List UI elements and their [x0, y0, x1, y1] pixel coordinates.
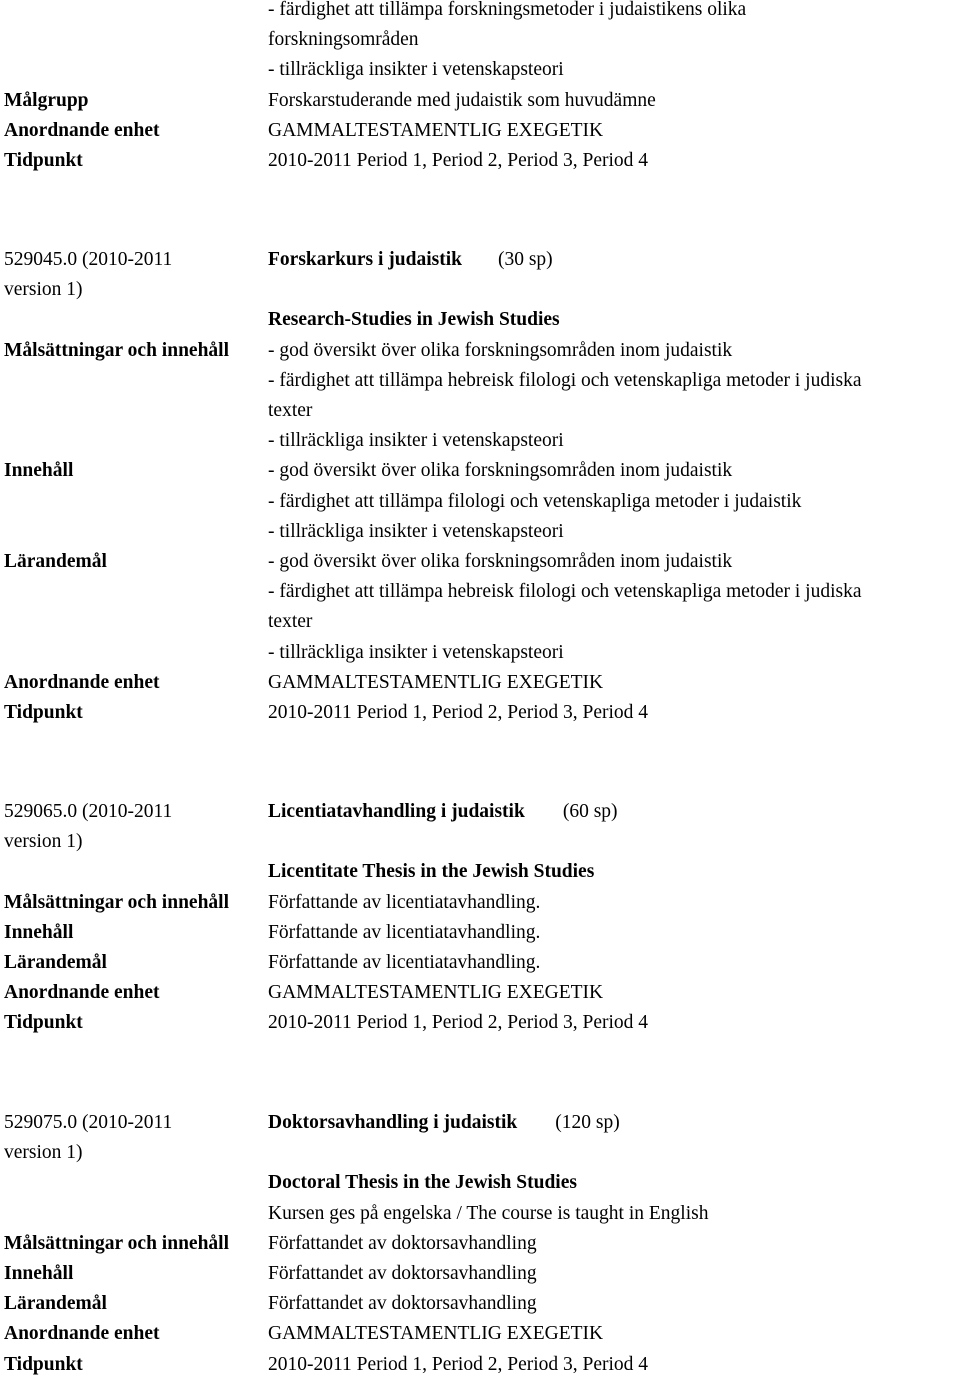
previous-course-tail [0, 0, 960, 176]
larandemal-label: Lärandemål [4, 1293, 107, 1315]
course-entry-529075 [0, 1108, 960, 1380]
innehall-value: Författandet av doktorsavhandling [268, 1263, 537, 1285]
innehall-label: Innehåll [4, 460, 74, 482]
enhet-label: Anordnande enhet [4, 982, 160, 1004]
course-code: 529065.0 (2010-2011 [4, 801, 173, 822]
enhet-value: GAMMALTESTAMENTLIG EXEGETIK [268, 671, 604, 693]
tidpunkt-value: 2010-2011 Period 1, Period 2, Period 3, Period 4 [268, 1012, 649, 1034]
course-credits: (120 sp) [555, 1112, 620, 1133]
course-credits: (60 sp) [562, 801, 618, 822]
list-item: - god översikt över olika forskningsområden inom judaistik [268, 339, 733, 361]
enhet-label: Anordnande enhet [4, 1323, 160, 1345]
innehall-label: Innehåll [4, 921, 74, 943]
list-item: - färdighet att tillämpa hebreisk filologi och vetenskapliga metoder i judiska [268, 581, 862, 603]
tidpunkt-value: 2010-2011 Period 1, Period 2, Period 3, Period 4 [268, 702, 649, 724]
course-title: Licentiatavhandling i judaistik [268, 801, 525, 822]
innehall-label: Innehåll [4, 1263, 74, 1285]
list-item: - färdighet att tillämpa forskningsmetoder i judaistikens olika [268, 0, 747, 20]
malsattningar-label: Målsättningar och innehåll [4, 891, 230, 913]
larandemal-value: Författandet av doktorsavhandling [268, 1293, 537, 1315]
list-item: texter [268, 400, 313, 422]
course-credits: (30 sp) [497, 249, 553, 270]
enhet-value: GAMMALTESTAMENTLIG EXEGETIK [268, 1323, 604, 1345]
tidpunkt-label: Tidpunkt [4, 1012, 83, 1034]
tidpunkt-value: 2010-2011 Period 1, Period 2, Period 3, Period 4 [268, 1353, 649, 1375]
course-title: Forskarkurs i judaistik [268, 249, 462, 270]
enhet-value: GAMMALTESTAMENTLIG EXEGETIK [268, 119, 604, 141]
list-item: - färdighet att tillämpa filologi och vetenskapliga metoder i judaistik [268, 490, 802, 512]
malsattningar-label: Målsättningar och innehåll [4, 339, 230, 361]
list-item: - färdighet att tillämpa hebreisk filologi och vetenskapliga metoder i judiska [268, 369, 862, 391]
course-version: version 1) [4, 831, 83, 853]
enhet-value: GAMMALTESTAMENTLIG EXEGETIK [268, 982, 604, 1004]
larandemal-value: Författande av licentiatavhandling. [268, 952, 541, 974]
course-version: version 1) [4, 1142, 83, 1164]
tidpunkt-label: Tidpunkt [4, 150, 83, 172]
course-english-title: Research-Studies in Jewish Studies [268, 309, 560, 331]
larandemal-label: Lärandemål [4, 952, 107, 974]
malsattningar-value: Författandet av doktorsavhandling [268, 1232, 537, 1254]
course-language-note: Kursen ges på engelska / The course is taught in English [268, 1202, 709, 1224]
enhet-label: Anordnande enhet [4, 671, 160, 693]
malgrupp-value: Forskarstuderande med judaistik som huvudämne [268, 89, 656, 111]
tidpunkt-label: Tidpunkt [4, 1353, 83, 1375]
list-item: - god översikt över olika forskningsområden inom judaistik [268, 551, 733, 573]
larandemal-label: Lärandemål [4, 551, 107, 573]
course-entry-529045 [0, 245, 960, 728]
list-item: - tillräckliga insikter i vetenskapsteori [268, 641, 564, 663]
malsattningar-value: Författande av licentiatavhandling. [268, 891, 541, 913]
list-item: - god översikt över olika forskningsområden inom judaistik [268, 460, 733, 482]
list-item: - tillräckliga insikter i vetenskapsteori [268, 430, 564, 452]
list-item: - tillräckliga insikter i vetenskapsteori [268, 59, 564, 81]
tidpunkt-label: Tidpunkt [4, 702, 83, 724]
course-version: version 1) [4, 279, 83, 301]
malsattningar-label: Målsättningar och innehåll [4, 1232, 230, 1254]
malgrupp-label: Målgrupp [4, 89, 89, 111]
course-code: 529045.0 (2010-2011 [4, 249, 173, 270]
enhet-label: Anordnande enhet [4, 119, 160, 141]
course-title: Doktorsavhandling i judaistik [268, 1112, 518, 1133]
tidpunkt-value: 2010-2011 Period 1, Period 2, Period 3, Period 4 [268, 150, 649, 172]
list-item: forskningsområden [268, 29, 419, 51]
course-english-title: Licentitate Thesis in the Jewish Studies [268, 861, 595, 883]
course-english-title: Doctoral Thesis in the Jewish Studies [268, 1172, 577, 1194]
course-entry-529065 [0, 797, 960, 1039]
innehall-value: Författande av licentiatavhandling. [268, 921, 541, 943]
list-item: - tillräckliga insikter i vetenskapsteori [268, 520, 564, 542]
course-code: 529075.0 (2010-2011 [4, 1112, 173, 1133]
list-item: texter [268, 611, 313, 633]
